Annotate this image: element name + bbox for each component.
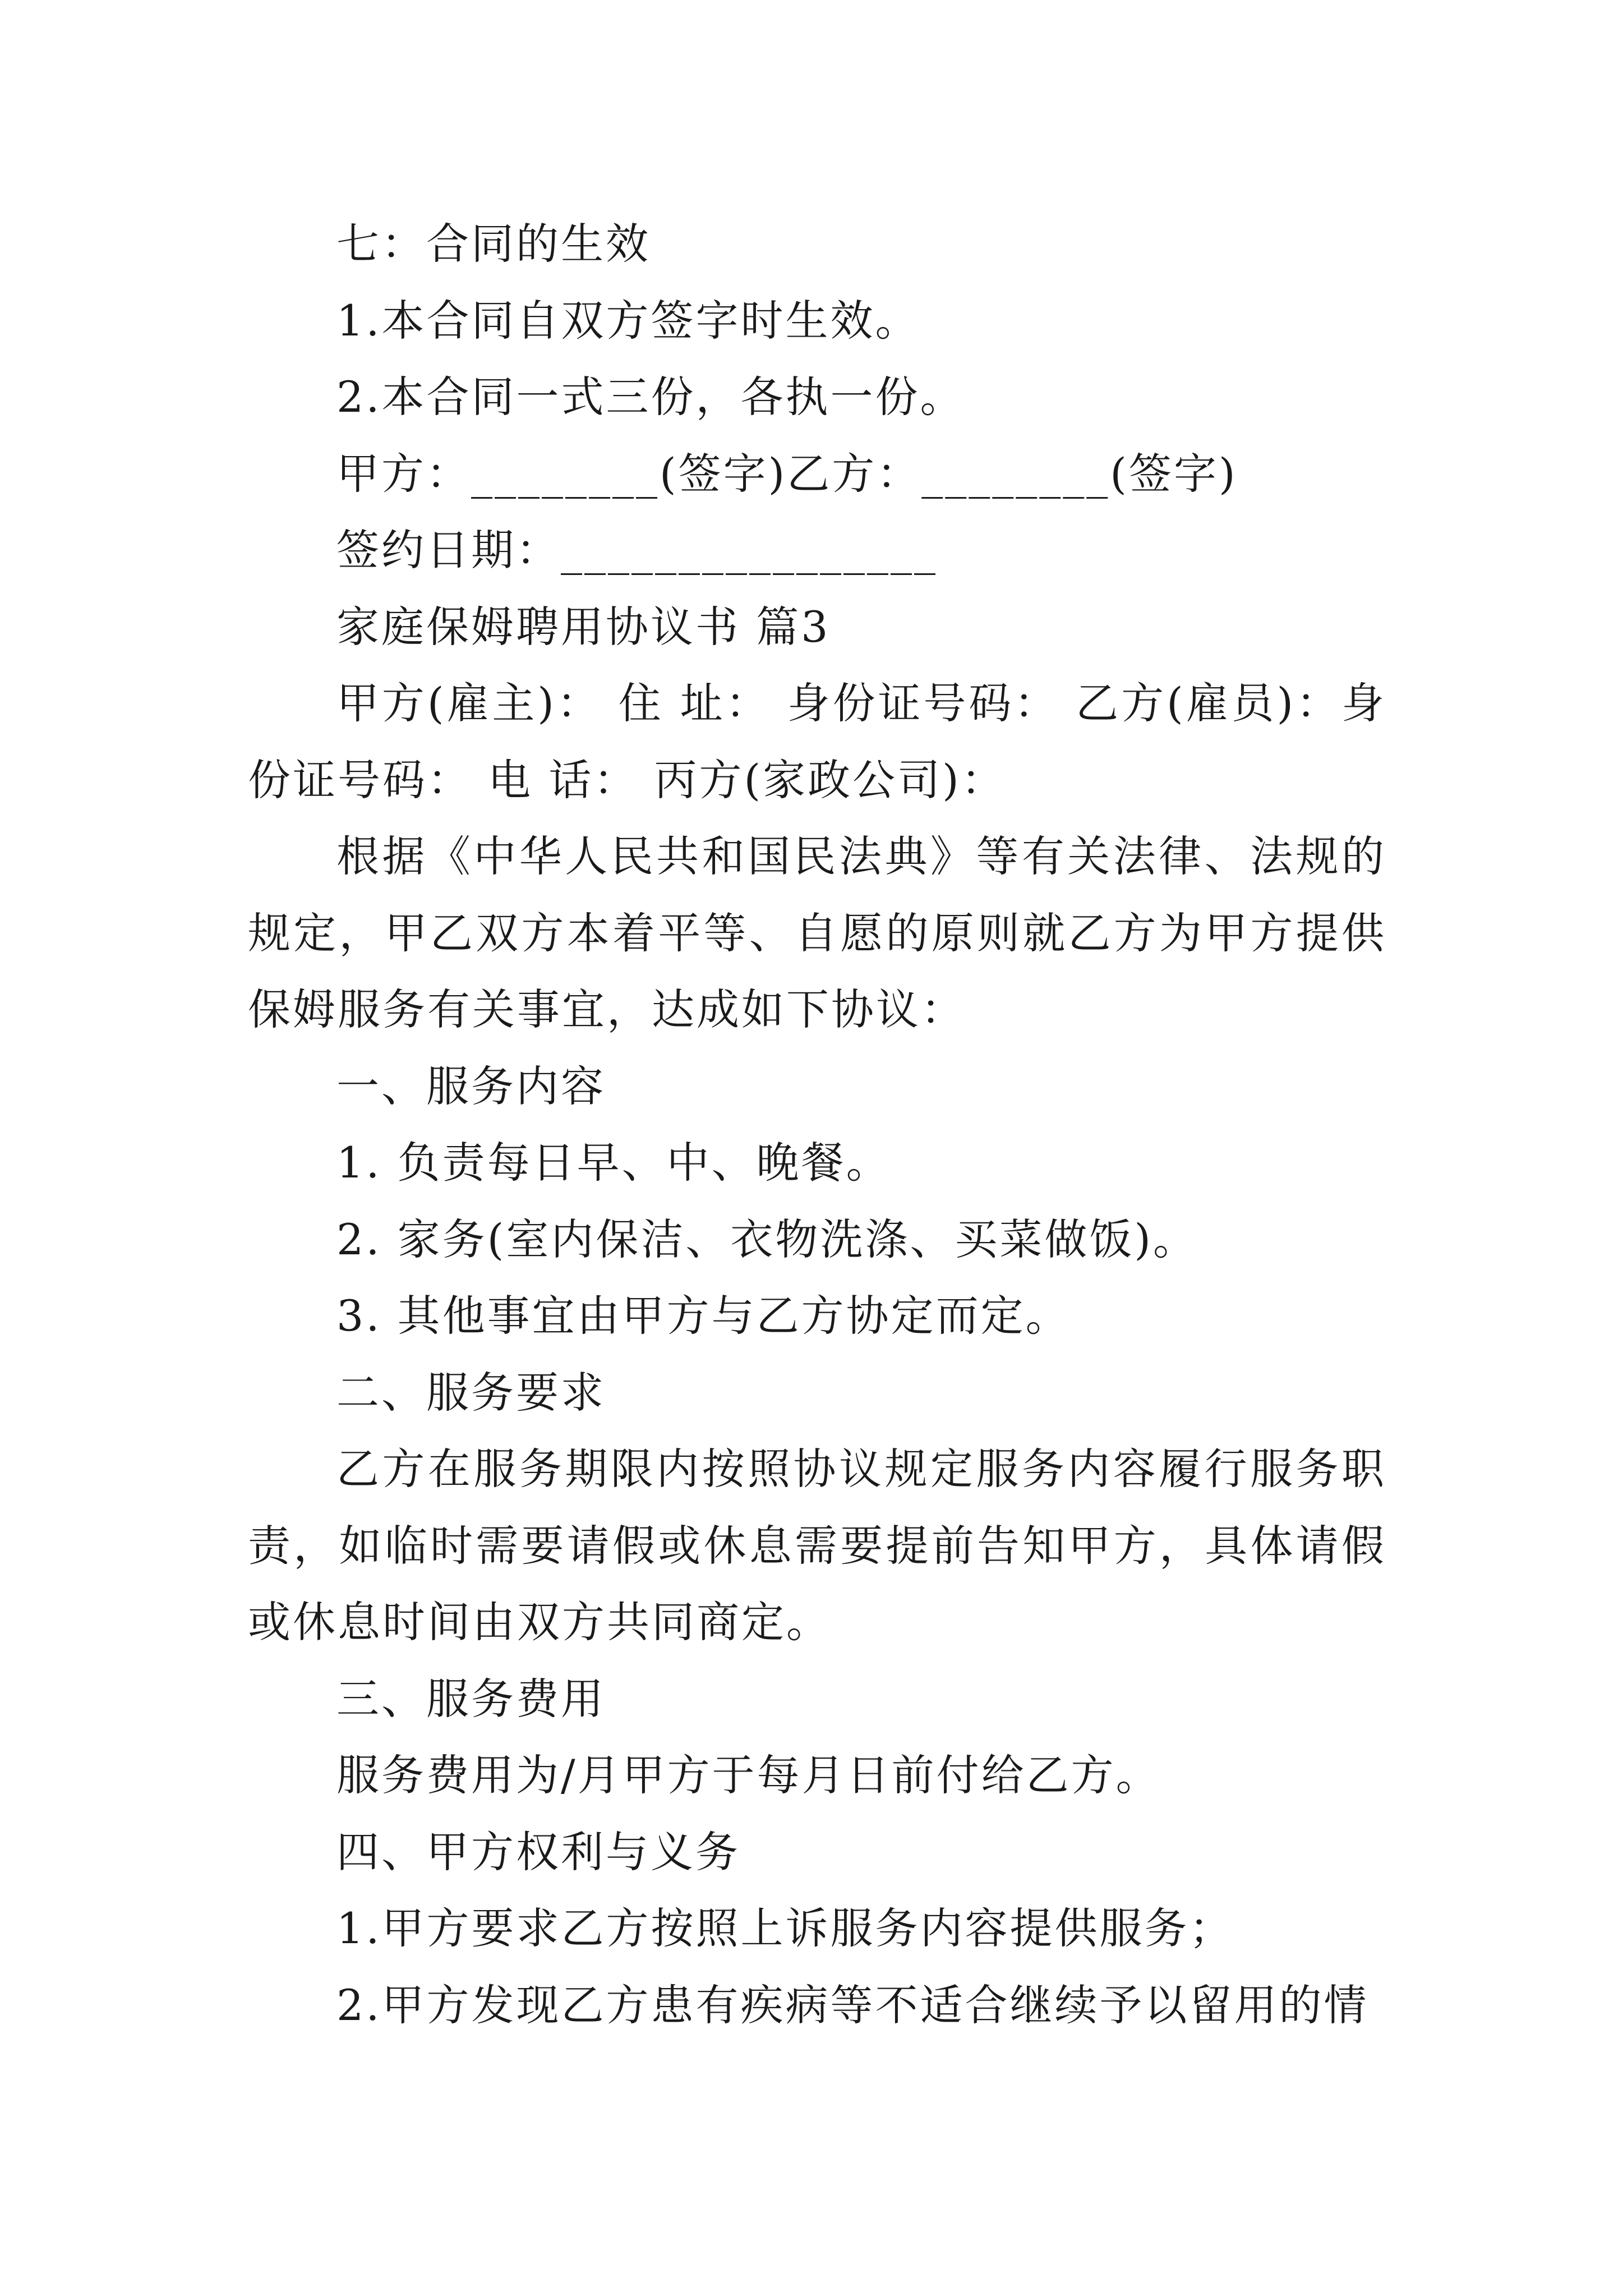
signing-date-line: 签约日期：________________: [336, 525, 938, 575]
preamble-paragraph: 根据《中华人民共和国民法典》等有关法律、法规的规定，甲乙双方本着平等、自愿的原则就乙方为甲方提供保姆服务有关事宜，达成如下协议：: [248, 831, 1386, 1034]
clause-paragraph: 1.本合同自双方签字时生效。: [336, 295, 920, 346]
agreement-title: 家庭保姆聘用协议书 篇3: [336, 601, 831, 652]
section-heading-effect: 七：合同的生效: [336, 219, 651, 269]
clause-paragraph: 服务费用为/月甲方于每月日前付给乙方。: [336, 1750, 1161, 1800]
section-heading-service-requirements: 二、服务要求: [336, 1367, 606, 1418]
clause-paragraph: 乙方在服务期限内按照协议规定服务内容履行服务职责，如临时需要请假或休息需要提前告知甲方，具体请假或休息时间由双方共同商定。: [248, 1444, 1386, 1647]
signature-line: 甲方：________(签字)乙方：________(签字): [336, 448, 1238, 499]
clause-paragraph: 1. 负责每日早、中、晚餐。: [336, 1138, 891, 1188]
section-heading-service-fees: 三、服务费用: [336, 1673, 606, 1724]
parties-paragraph: 甲方(雇主)： 住 址： 身份证号码： 乙方(雇员)：身份证号码： 电 话： 丙方(家政公司)：: [248, 678, 1386, 805]
clause-paragraph: 2. 家务(室内保洁、衣物洗涤、买菜做饭)。: [336, 1214, 1198, 1264]
clause-paragraph: 1.甲方要求乙方按照上诉服务内容提供服务；: [336, 1903, 1234, 1953]
section-heading-service-content: 一、服务内容: [336, 1061, 606, 1111]
clause-paragraph: 2.甲方发现乙方患有疾病等不适合继续予以留用的情: [336, 1980, 1369, 2030]
document-body: [248, 206, 1386, 2044]
section-heading-employer-rights: 四、甲方权利与义务: [336, 1826, 740, 1877]
clause-paragraph: 3. 其他事宜由甲方与乙方协定而定。: [336, 1291, 1071, 1341]
clause-paragraph: 2.本合同一式三份，各执一份。: [336, 372, 965, 422]
